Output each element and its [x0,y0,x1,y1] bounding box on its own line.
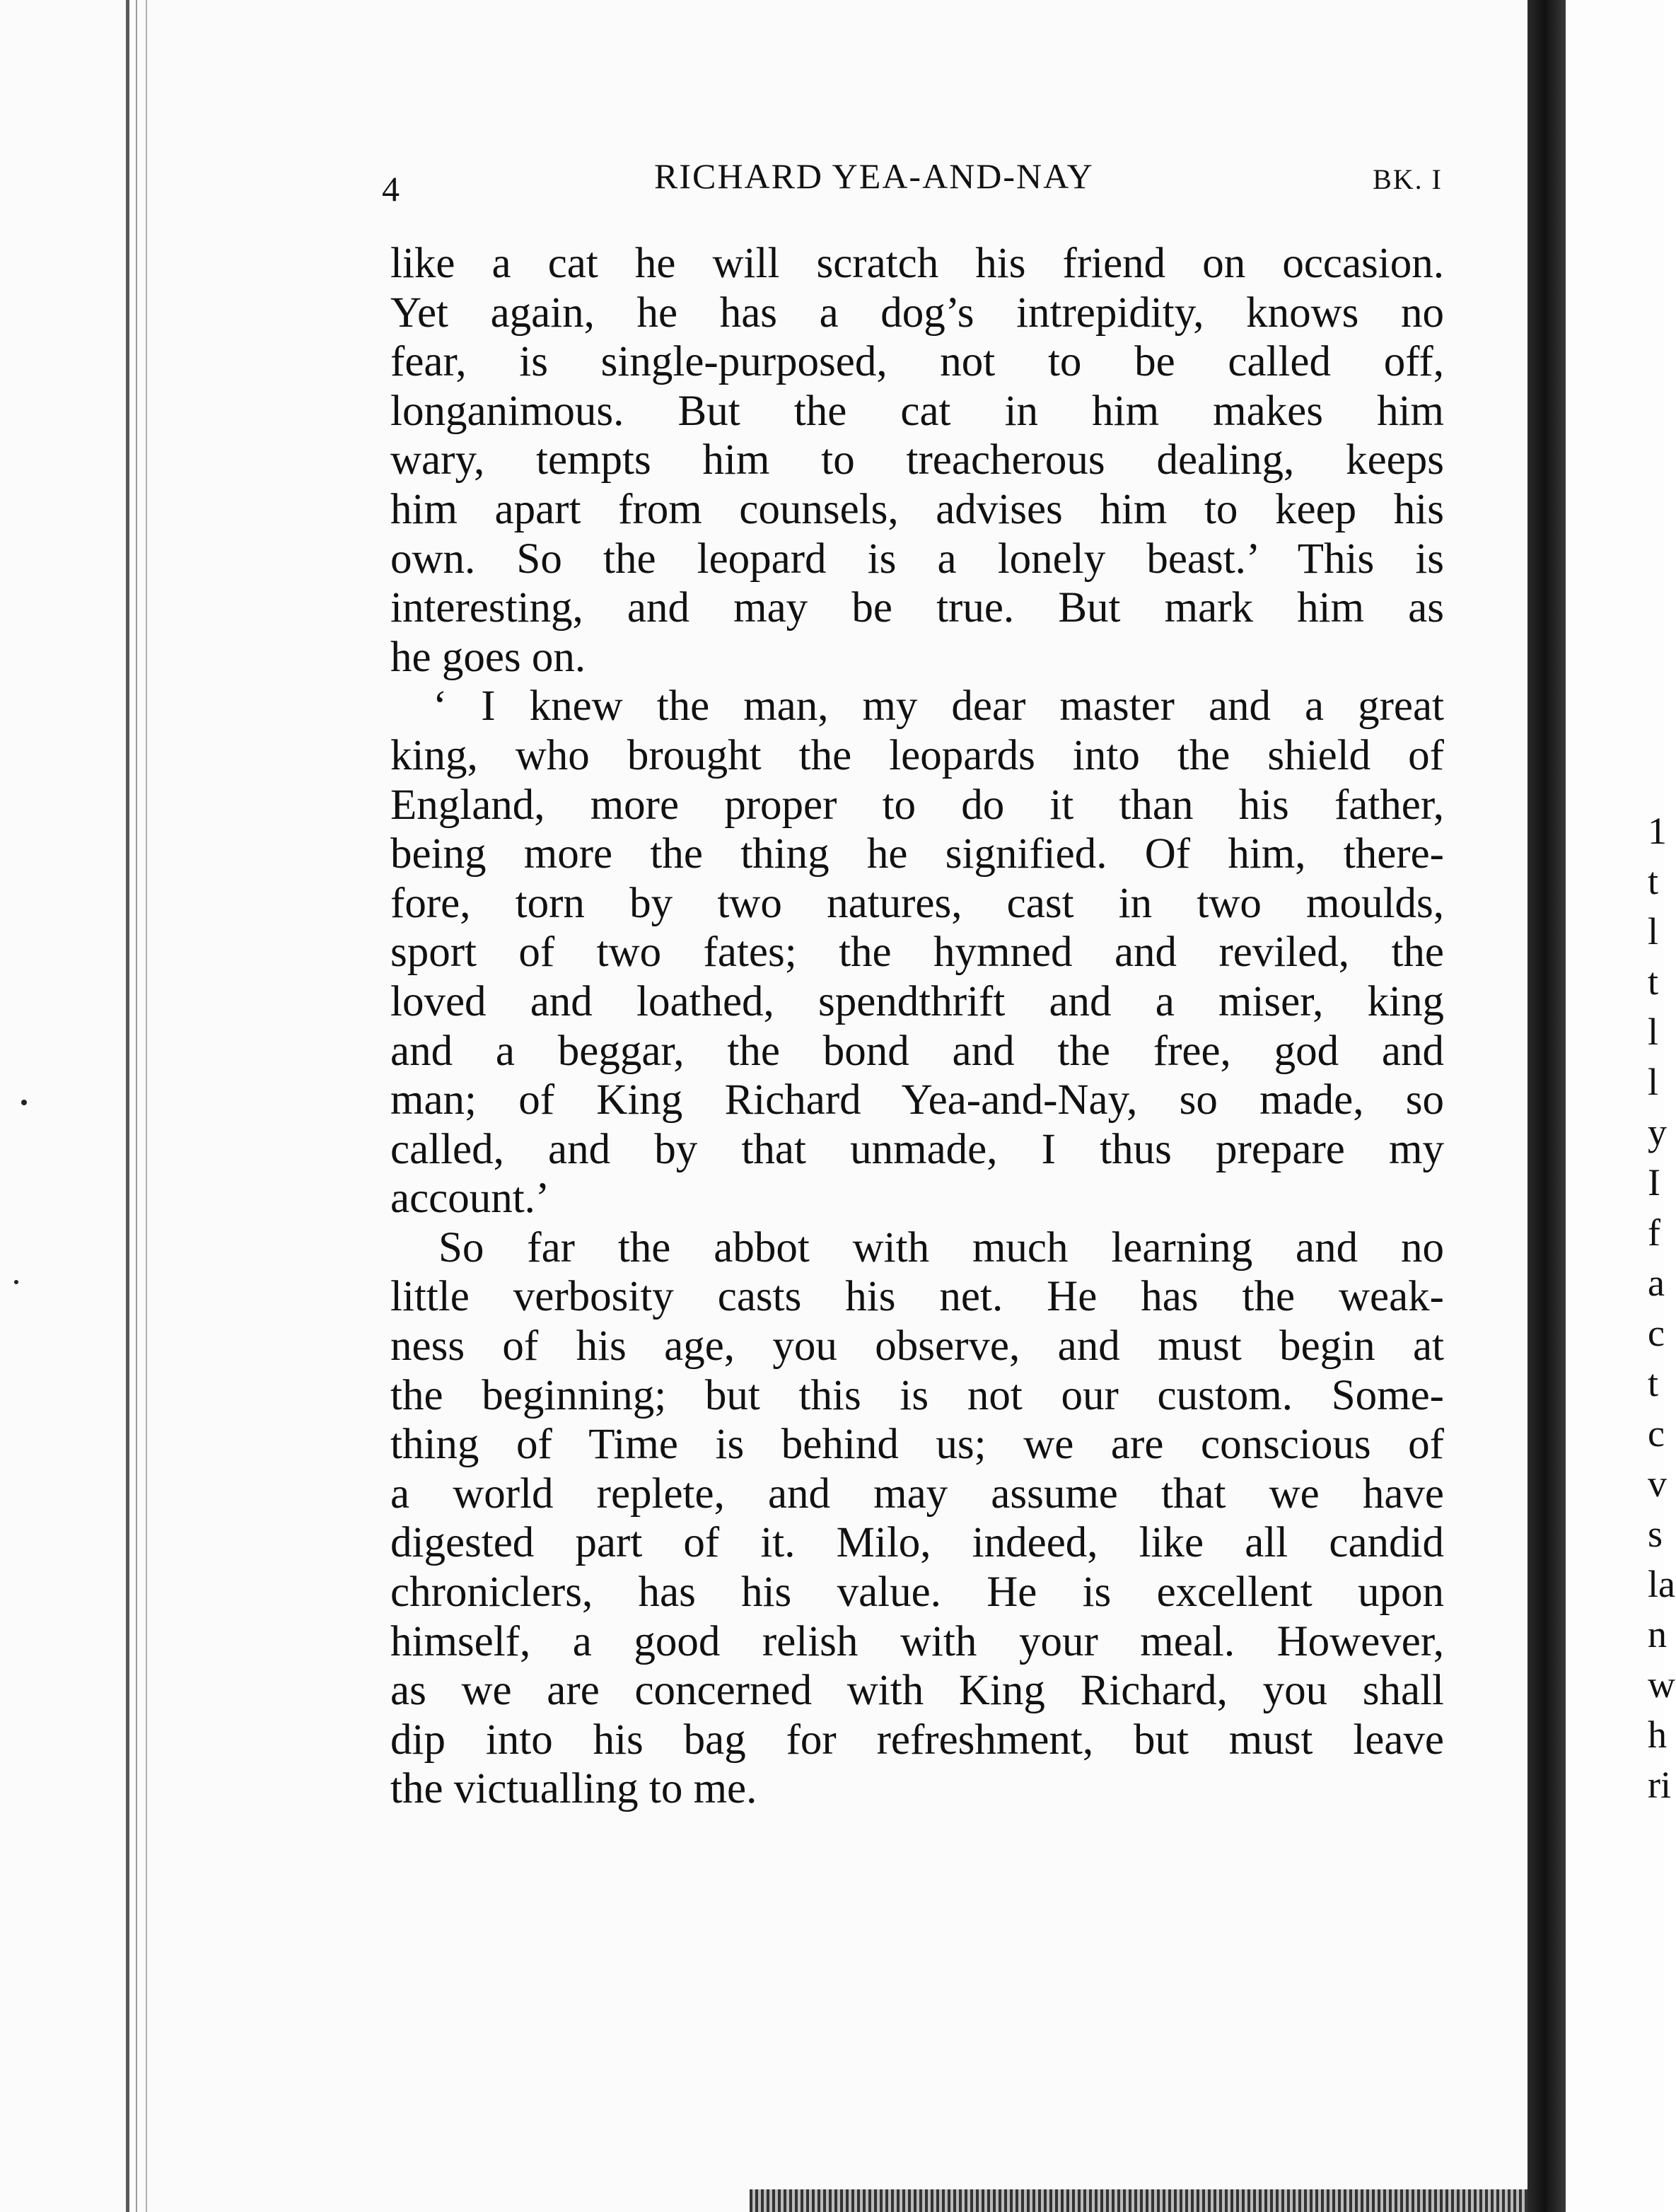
text-line: him apart from counsels, advises him to keep his [390,485,1444,533]
text-line: chroniclers, has his value. He is excellent upon [390,1568,1444,1617]
facing-letter: l [1648,1011,1659,1053]
text-line: ‘ I knew the man, my dear master and a great [433,682,1444,730]
page-edge [146,0,147,2212]
facing-letter: c [1648,1312,1665,1354]
facing-page-text [1648,806,1676,1810]
text-line: himself, a good relish with your meal. However, [390,1617,1444,1665]
text-line: being more the thing he signified. Of him, there- [390,830,1444,878]
facing-letter: ri [1648,1764,1671,1806]
text-line: own. So the leopard is a lonely beast.’ This is [390,535,1444,583]
running-title: RICHARD YEA-AND-NAY [654,156,1094,196]
dust-speck [14,1280,18,1284]
text-line: England, more proper to do it than his father, [390,781,1444,829]
facing-letter: l [1648,910,1659,953]
facing-letter: a [1648,1262,1665,1304]
dust-speck [21,1100,27,1105]
text-line: fear, is single-purposed, not to be called off, [390,338,1444,386]
text-line: fore, torn by two natures, cast in two moulds, [390,879,1444,927]
page-edge [126,0,129,2212]
binding-shadow [1527,0,1566,2212]
facing-letter: t [1648,860,1659,902]
text-line: the beginning; but this is not our custom. Some- [390,1371,1444,1419]
running-head [382,156,1443,209]
facing-letter: v [1648,1462,1667,1505]
text-line: he goes on. [390,633,586,681]
text-line: account.’ [390,1175,550,1223]
text-line: and a beggar, the bond and the free, god and [390,1027,1444,1075]
text-line: the victualling to me. [390,1765,757,1813]
text-line: digested part of it. Milo, indeed, like all candid [390,1519,1444,1567]
text-line: called, and by that unmade, I thus prepare my [390,1125,1444,1173]
facing-letter: n [1648,1613,1667,1655]
body-text [390,239,1444,1814]
facing-letter: I [1648,1161,1660,1204]
text-line: a world replete, and may assume that we have [390,1469,1444,1518]
text-line: interesting, and may be true. But mark him as [390,584,1444,632]
book-label: BK. I [1373,163,1443,195]
text-line: man; of King Richard Yea-and-Nay, so made, so [390,1076,1444,1124]
facing-letter: y [1648,1111,1667,1153]
facing-letter: t [1648,1362,1659,1404]
text-line: king, who brought the leopards into the shield of [390,731,1444,779]
text-line: dip into his bag for refreshment, but must leave [390,1716,1444,1764]
text-line: ness of his age, you observe, and must begin at [390,1322,1444,1370]
text-line: longanimous. But the cat in him makes him [390,387,1444,435]
facing-letter: t [1648,960,1659,1003]
text-line: So far the abbot with much learning and no [438,1223,1444,1271]
facing-letter: h [1648,1713,1667,1756]
page-number: 4 [382,169,400,209]
text-line: wary, tempts him to treacherous dealing, keeps [390,436,1444,484]
facing-letter: 1 [1648,810,1667,852]
facing-letter: l [1648,1061,1659,1103]
facing-letter: f [1648,1211,1660,1254]
text-line: Yet again, he has a dog’s intrepidity, knows no [390,289,1444,337]
text-line: sport of two fates; the hymned and reviled, the [390,929,1444,977]
text-line: thing of Time is behind us; we are conscious of [390,1421,1444,1469]
facing-letter: la [1648,1563,1675,1605]
text-line: like a cat he will scratch his friend on occasion. [390,240,1444,287]
text-line: loved and loathed, spendthrift and a miser, king [390,977,1444,1025]
text-line: little verbosity casts his net. He has the weak- [390,1273,1444,1321]
facing-letter: w [1648,1663,1675,1706]
scan-edge-bar [750,2189,1527,2212]
facing-letter: c [1648,1412,1665,1455]
text-line: as we are concerned with King Richard, you shall [390,1667,1444,1715]
page-edge [136,0,137,2212]
facing-letter: s [1648,1513,1663,1555]
